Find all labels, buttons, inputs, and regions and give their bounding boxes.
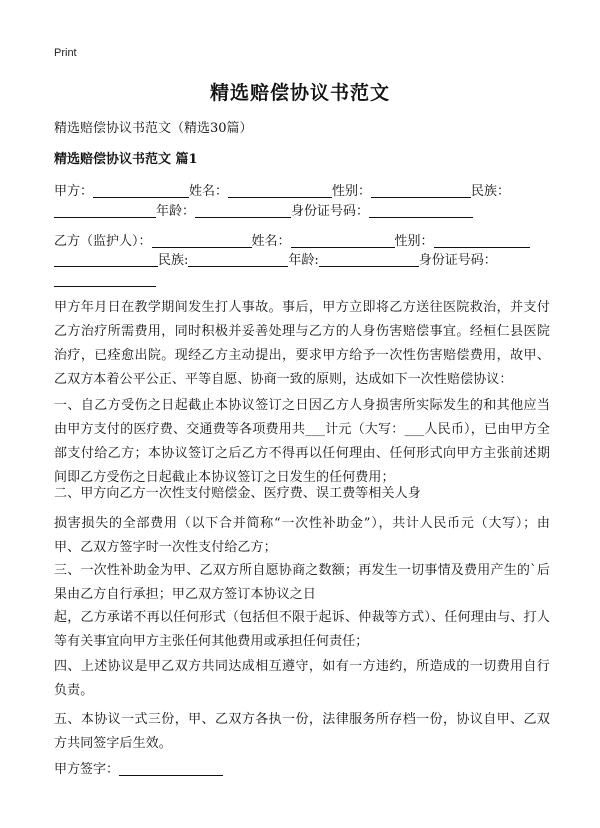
form-row-2	[54, 203, 473, 221]
name-blank	[228, 183, 332, 198]
id-number-label: 身份证号码：	[291, 204, 370, 219]
signature-row	[54, 761, 223, 779]
id-number-b-label: 身份证号码：	[418, 253, 497, 268]
paragraph-5: 三、一次性补助金为甲、乙双方所自愿协商之数额；再发生一切事情及费用产生的`后果由乙方自行承担；甲乙双方签订本协议之日	[54, 563, 550, 602]
name-label: 姓名：	[189, 184, 229, 199]
paragraph-3: 二、甲方向乙方一次性支付赔偿金、医疗费、误工费等相关人身	[54, 486, 421, 501]
name-b-label: 姓名：	[251, 234, 291, 249]
id-number-blank	[369, 203, 473, 218]
ethnicity-blank	[54, 203, 156, 218]
gender-b-blank	[434, 233, 530, 248]
paragraph-7: 四、上述协议是甲乙双方共同达成相互遵守，如有一方违约，所造成的一切费用自行负责。	[54, 659, 550, 698]
party-a-label: 甲方：	[54, 184, 94, 199]
age-blank	[195, 203, 291, 218]
ethnicity-b-blank	[188, 252, 288, 267]
section-heading: 精选赔偿协议书范文 篇1	[54, 152, 198, 167]
id-number-b-blank	[54, 272, 156, 287]
age-b-label: 年龄:	[288, 253, 319, 268]
party-b-label: 乙方（监护人）：	[54, 234, 152, 249]
paragraph-2: 一、自乙方受伤之日起截止本协议签订之日因乙方人身损害所实际发生的和其他应当由甲方支付的医疗费、交通费等各项费用共___计元（大写：___人民币），已由甲方全部支付给乙方；本协议签订之后乙方不得再以任何理由、任何形式向甲方主张前述期间即乙方受伤之日起截止本协议签订之日发生的任何费用；	[54, 398, 550, 485]
form-row-4	[54, 252, 497, 270]
paragraph-6: 起，乙方承诺不再以任何形式（包括但不限于起诉、仲裁等方式）、任何理由与、打人等有关事宜向甲方主张任何其他费用或承担任何责任；	[54, 610, 550, 649]
paragraph-8: 五、本协议一式三份，甲、乙双方各执一份，法律服务所存档一份，协议自甲、乙双方共同签字后生效。	[54, 712, 550, 751]
document-subtitle: 精选赔偿协议书范文（精选30篇）	[54, 121, 253, 136]
age-label: 年龄：	[156, 204, 196, 219]
gender-blank	[371, 183, 471, 198]
form-row-5	[54, 272, 156, 290]
print-link[interactable]: Print	[54, 47, 77, 59]
ethnicity-b-label: 民族:	[158, 253, 189, 268]
age-b-blank	[319, 252, 419, 267]
paragraph-4: 损害损失的全部费用（以下合并简称“一次性补助金”），共计人民币元（大写）；由甲、乙双方签字时一次性支付给乙方；	[54, 516, 550, 555]
paragraph-1: 甲方年月日在教学期间发生打人事故。事后，甲方立即将乙方送往医院救治，并支付乙方治疗所需费用，同时积极并妥善处理与乙方的人身伤害赔偿事宜。经桓仁县医院治疗，已痊愈出院。现经乙方主动提出，要求甲方给予一次性伤害赔偿费用，故甲、乙双方本着公平公正、平等自愿、协商一致的原则，达成如下一次性赔偿协议：	[54, 300, 550, 387]
party-a-signature-label: 甲方签字：	[54, 762, 120, 777]
name-b-blank	[291, 233, 395, 248]
party-a-blank	[93, 183, 189, 198]
gender-b-label: 性别：	[394, 234, 434, 249]
gender-label: 性别：	[332, 184, 372, 199]
form-row-3	[54, 233, 530, 251]
ethnicity-label: 民族：	[471, 184, 511, 199]
document-title: 精选赔偿协议书范文	[209, 82, 390, 104]
ethnicity-b-blank-pre	[54, 252, 158, 267]
party-a-signature-blank	[119, 761, 223, 776]
party-b-blank	[152, 233, 252, 248]
form-row-1	[54, 183, 510, 201]
